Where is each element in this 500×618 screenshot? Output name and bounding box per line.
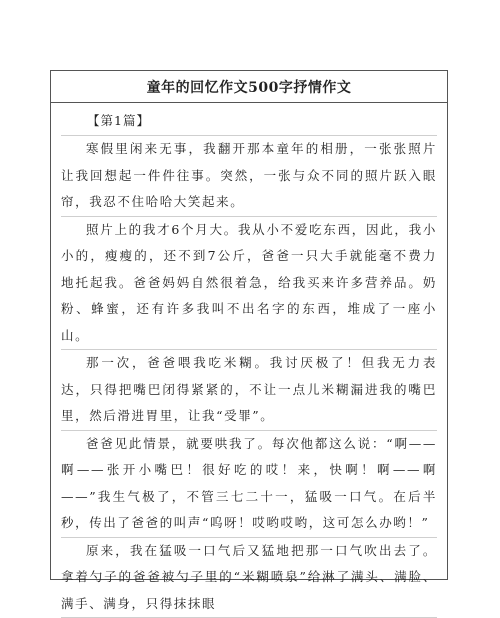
paragraph: 那一次，爸爸喂我吃米糊。我讨厌极了！但我无力表达，只得把嘴巴闭得紧紧的，不让一点儿米糊漏进我的嘴巴里，然后滑进胃里，让我“受罪”。: [61, 350, 437, 430]
paragraph-block: [61, 350, 437, 431]
document-title: 童年的回忆作文500字抒情作文: [51, 71, 447, 103]
paragraph-block: [61, 538, 437, 618]
paragraph-block: [61, 136, 437, 217]
document-body: [51, 103, 447, 618]
document-table: [50, 70, 448, 580]
paragraph: 原来，我在猛吸一口气后又猛地把那一口气吹出去了。拿着勺子的爸爸被勺子里的“米糊喷泉”给淋了满头、满脸、满手、满身，只得抹抹眼: [61, 538, 437, 618]
section-heading: 【第1篇】: [61, 106, 437, 136]
paragraph: 爸爸见此情景，就要哄我了。每次他都这么说：“啊——啊——张开小嘴巴！很好吃的哎！来，快啊！啊——啊——”我生气极了，不管三七二十一，猛吸一口气。在后半秒，传出了爸爸的叫声“呜呀！哎哟哎哟，这可怎么办哟！”: [61, 431, 437, 537]
paragraph-block: [61, 217, 437, 351]
paragraph: 寒假里闲来无事，我翻开那本童年的相册，一张张照片让我回想起一件件往事。突然，一张与众不同的照片跃入眼帘，我忍不住哈哈大笑起来。: [61, 136, 437, 216]
paragraph-block: [61, 431, 437, 538]
paragraph: 照片上的我才6个月大。我从小不爱吃东西，因此，我小小的，瘦瘦的，还不到7公斤，爸爸一只大手就能毫不费力地托起我。爸爸妈妈自然很着急，给我买来许多营养品。奶粉、蜂蜜，还有许多我叫不出名字的东西，堆成了一座小山。: [61, 217, 437, 350]
